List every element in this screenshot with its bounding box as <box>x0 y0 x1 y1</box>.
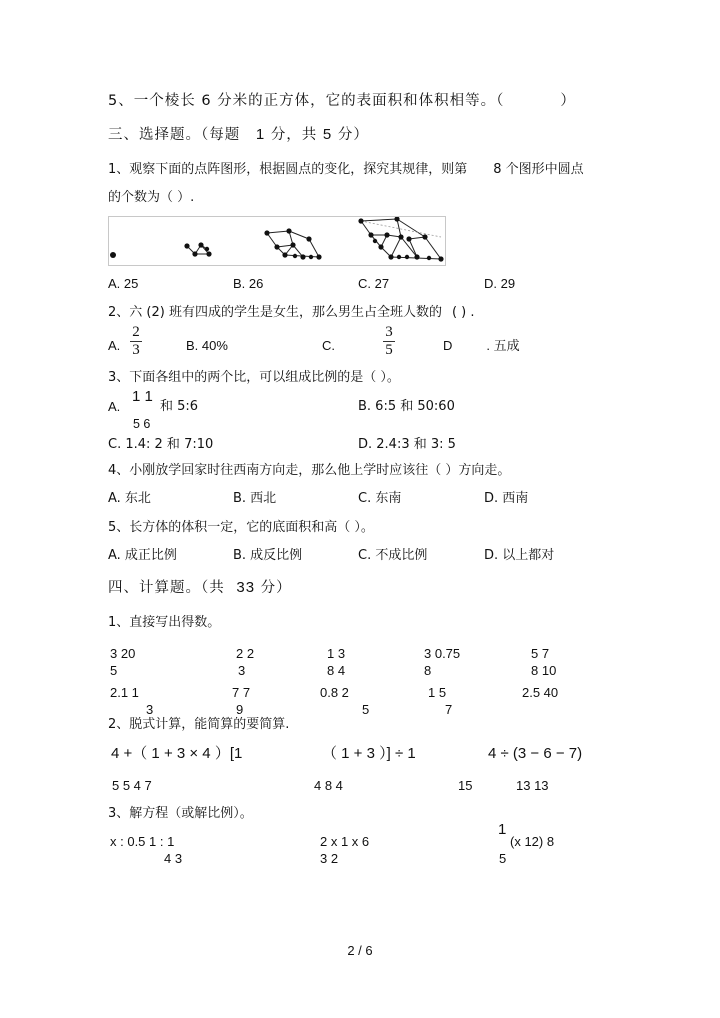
calc3-expr1-bot: 4 3 <box>164 851 183 866</box>
q2-option-c[interactable]: C. <box>322 338 335 353</box>
q3-text: 3、下面各组中的两个比，可以组成比例的是（ ）。 <box>108 370 400 385</box>
q3-option-a-numerators: 1 1 <box>132 388 153 405</box>
q5-option-a[interactable]: A. 成正比例 <box>108 548 177 563</box>
calc3-title: 3、解方程（或解比例）。 <box>108 806 253 821</box>
q4-text: 4、小刚放学回家时往西南方向走，那么他上学时应该往（ ）方向走。 <box>108 463 511 478</box>
q3-option-a-denominators: 5 6 <box>133 417 151 431</box>
calc2-title: 2、脱式计算，能简算的要简算. <box>108 717 290 732</box>
calc3-expr3-mid: (x 12) 8 <box>510 834 555 849</box>
calc1-r1c1-top: 3 20 <box>110 646 136 661</box>
calc3-expr2-top: 2 x 1 x 6 <box>320 834 370 849</box>
calc3-expr3-top: 1 <box>498 821 507 838</box>
q1-option-c[interactable]: C. 27 <box>358 276 390 291</box>
calc1-r1c1-bot: 5 <box>110 663 118 678</box>
calc1-r2c4-top: 1 5 <box>428 685 447 700</box>
calc1-r1c4-bot: 8 <box>424 663 432 678</box>
q5-option-d[interactable]: D. 以上都对 <box>484 548 555 563</box>
q2-option-b[interactable]: B. 40% <box>186 338 228 353</box>
calc2-expr1-top: 4 +（ 1 + 3 × 4 ）[1 <box>111 745 243 762</box>
judge-item-5: 5、一个棱长 6 分米的正方体，它的表面积和体积相等。（ ） <box>108 93 576 109</box>
calc2-expr2-bot: 4 8 4 <box>314 778 343 793</box>
section-4-title: 四、计算题。（共 33 分） <box>108 579 292 596</box>
calc2-expr3-bot: 15 <box>458 778 473 793</box>
q3-option-b[interactable]: B. 6:5 和 50:60 <box>358 399 455 414</box>
q5-option-c[interactable]: C. 不成比例 <box>358 548 428 563</box>
calc1-r2c4-bot: 7 <box>445 702 453 717</box>
calc3-expr1-top: x : 0.5 1 : 1 <box>110 834 175 849</box>
q4-option-b[interactable]: B. 西北 <box>233 491 277 506</box>
q3-option-a[interactable]: A. <box>108 399 121 414</box>
calc2-expr1-bot: 5 5 4 7 <box>112 778 152 793</box>
q4-option-a[interactable]: A. 东北 <box>108 491 151 506</box>
calc1-r1c5-bot: 8 10 <box>531 663 557 678</box>
calc1-r2c5: 2.5 40 <box>522 685 559 700</box>
calc1-r1c3-bot: 8 4 <box>327 663 346 678</box>
q3-option-d[interactable]: D. 2.4:3 和 3: 5 <box>358 437 456 452</box>
calc1-r1c2-top: 2 2 <box>236 646 255 661</box>
q1-option-b[interactable]: B. 26 <box>233 276 264 291</box>
calc3-expr2-bot: 3 2 <box>320 851 339 866</box>
calc1-r2c3-bot: 5 <box>362 702 370 717</box>
calc1-r1c5-top: 5 7 <box>531 646 550 661</box>
q2-option-a[interactable]: A. <box>108 338 121 353</box>
calc1-r2c2-bot: 9 <box>236 702 244 717</box>
calc1-r2c3-top: 0.8 2 <box>320 685 349 700</box>
q1-line1: 1、观察下面的点阵图形，根据圆点的变化，探究其规律，则第 8 个图形中圆点 <box>108 162 584 177</box>
q5-text: 5、长方体的体积一定，它的底面积和高（ ）。 <box>108 520 374 535</box>
q4-option-d[interactable]: D. 西南 <box>484 491 529 506</box>
calc1-r2c1-bot: 3 <box>146 702 154 717</box>
q3-option-a-text: 和 5:6 <box>160 399 199 414</box>
q2-fraction-c: 3 5 <box>383 325 395 358</box>
calc1-r2c2-top: 7 7 <box>232 685 251 700</box>
q1-option-a[interactable]: A. 25 <box>108 276 139 291</box>
calc2-expr2-top: （ 1 + 3 ）] ÷ 1 <box>322 745 416 762</box>
q3-option-c[interactable]: C. 1.4: 2 和 7:10 <box>108 437 214 452</box>
page-number: 2 / 6 <box>347 943 373 958</box>
calc1-title: 1、直接写出得数。 <box>108 615 221 630</box>
q4-option-c[interactable]: C. 东南 <box>358 491 402 506</box>
calc3-expr3-bot: 5 <box>499 851 507 866</box>
dot-pattern-figure <box>108 216 446 266</box>
calc1-r1c3-top: 1 3 <box>327 646 346 661</box>
calc2-expr4-top: 4 ÷ (3 − 6 − 7) <box>488 745 583 762</box>
q1-line2: 的个数为（ ）. <box>108 190 195 205</box>
calc1-r2c1-top: 2.1 1 <box>110 685 139 700</box>
q5-option-b[interactable]: B. 成反比例 <box>233 548 303 563</box>
q1-option-d[interactable]: D. 29 <box>484 276 516 291</box>
q2-fraction-a: 2 3 <box>130 325 142 358</box>
calc1-r1c2-bot: 3 <box>238 663 246 678</box>
q2-option-d[interactable]: D . 五成 <box>443 338 520 353</box>
q2-text: 2、六 (2) 班有四成的学生是女生，那么男生占全班人数的 ( ) . <box>108 305 475 320</box>
section-3-title: 三、选择题。（每题 1 分，共 5 分） <box>108 126 369 143</box>
calc2-expr4-bot: 13 13 <box>516 778 549 793</box>
calc1-r1c4-top: 3 0.75 <box>424 646 461 661</box>
